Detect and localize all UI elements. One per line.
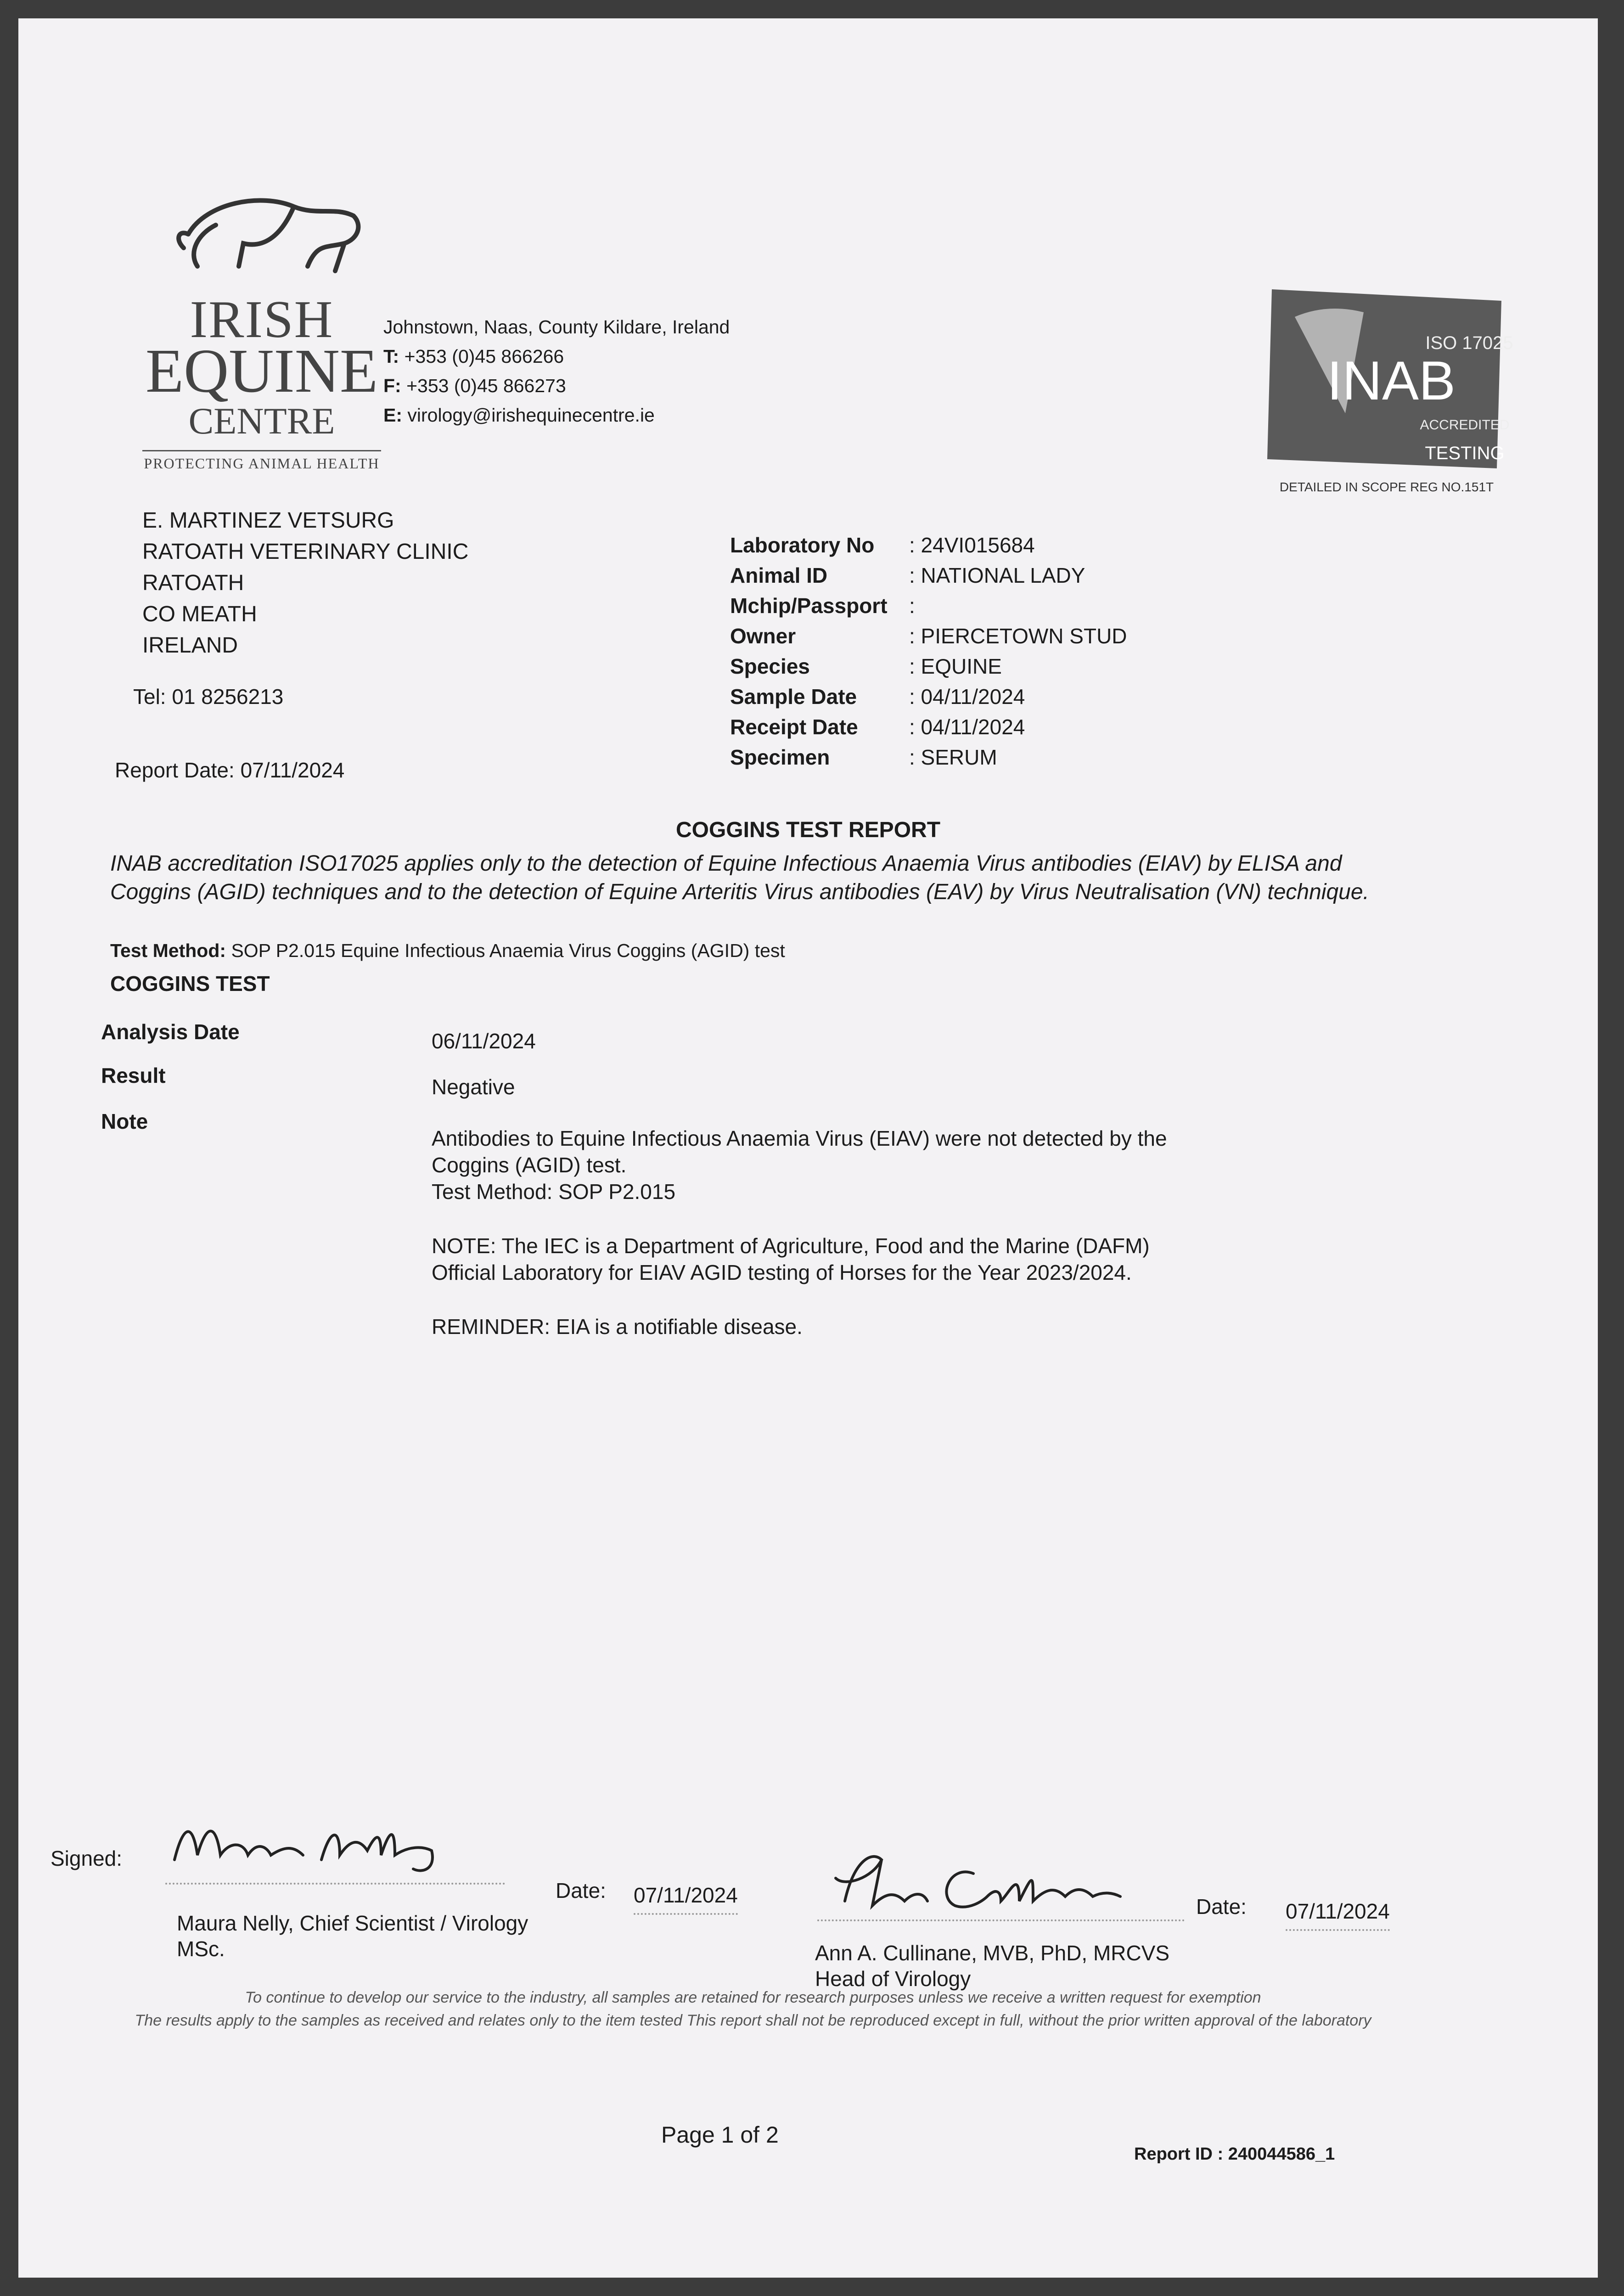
info-row: Mchip/Passport : — [730, 594, 915, 618]
horse-icon — [142, 174, 381, 289]
inab-iso-text: ISO 17025 — [1425, 333, 1513, 353]
signed-label: Signed: — [51, 1846, 123, 1870]
recipient-county: CO MEATH — [142, 602, 257, 626]
email-line: E: virology@irishequinecentre.ie — [383, 405, 655, 426]
info-row: Laboratory No : 24VI015684 — [730, 533, 1035, 557]
recipient-address — [142, 505, 468, 661]
inab-accredited-text: ACCREDITED — [1420, 417, 1510, 433]
logo-text-equine: EQUINE — [145, 337, 378, 405]
note-label: Note — [101, 1109, 148, 1133]
date-value-1: 07/11/2024 — [634, 1883, 738, 1915]
info-row: Owner : PIERCETOWN STUD — [730, 624, 1127, 648]
recipient-tel: Tel: 01 8256213 — [133, 685, 284, 709]
logo-text-irish: IRISH — [190, 290, 334, 349]
signer-2-name: Ann A. Cullinane, MVB, PhD, MRCVS — [815, 1941, 1170, 1965]
report-id: Report ID : 240044586_1 — [1134, 2144, 1335, 2164]
recipient-town: RATOATH — [142, 571, 244, 595]
note-method: Test Method: SOP P2.015 — [432, 1180, 676, 1204]
report-title: COGGINS TEST REPORT — [675, 818, 941, 842]
signer-2-title: Head of Virology — [815, 1967, 971, 1991]
info-row: Sample Date : 04/11/2024 — [730, 685, 1025, 709]
document-page — [18, 18, 1598, 2278]
irish-equine-centre-logo — [142, 174, 381, 487]
inab-testing-text: TESTING — [1425, 443, 1505, 463]
note-dafm: NOTE: The IEC is a Department of Agriculture, Food and the Marine (DAFM) Official Laboratory for EIAV AGID testing of Horses for the Year 2023/2024. — [432, 1234, 1150, 1284]
lab-address: Johnstown, Naas, County Kildare, Ireland — [383, 316, 730, 338]
section-heading: COGGINS TEST — [110, 972, 270, 996]
inab-scope-text: DETAILED IN SCOPE REG NO.151T — [1279, 480, 1494, 494]
info-row: Animal ID : NATIONAL LADY — [730, 563, 1085, 587]
recipient-name: E. MARTINEZ VETSURG — [142, 508, 394, 533]
fax-line: F: +353 (0)45 866273 — [383, 375, 566, 396]
page-number: Page 1 of 2 — [661, 2122, 779, 2148]
test-method: Test Method: SOP P2.015 Equine Infectious Anaemia Virus Coggins (AGID) test — [110, 940, 785, 961]
signer-1-degree: MSc. — [177, 1937, 225, 1961]
sample-info-table — [730, 533, 1127, 775]
date-label-2: Date: — [1196, 1895, 1247, 1919]
signer-1 — [177, 1910, 528, 1962]
phone-line: T: +353 (0)45 866266 — [383, 346, 564, 367]
analysis-date-value: 06/11/2024 — [432, 1029, 536, 1053]
info-row: Species : EQUINE — [730, 654, 1002, 678]
report-date: Report Date: 07/11/2024 — [115, 758, 345, 782]
info-row: Specimen : SERUM — [730, 745, 997, 769]
inab-accreditation-badge — [1258, 276, 1515, 505]
note-reminder: REMINDER: EIA is a notifiable disease. — [432, 1315, 803, 1339]
contact-block — [383, 312, 730, 430]
note-block — [432, 1125, 1212, 1367]
signature-ann-cullinane — [817, 1832, 1185, 1921]
logo-text-centre: CENTRE — [188, 400, 335, 442]
note-eiav: Antibodies to Equine Infectious Anaemia Virus (EIAV) were not detected by the Coggins (AGID) test. — [432, 1126, 1167, 1177]
analysis-date-label: Analysis Date — [101, 1020, 240, 1044]
signature-maura-nelly — [165, 1805, 505, 1885]
disclaimer-line-2: The results apply to the samples as received and relates only to the item tested This report shall not be reproduced except in full, without the prior written approval of the laboratory — [135, 2012, 1371, 2029]
inab-name-text: INAB — [1326, 350, 1456, 411]
result-value: Negative — [432, 1075, 515, 1099]
date-label-1: Date: — [556, 1879, 606, 1902]
signer-1-name: Maura Nelly, Chief Scientist / Virology — [177, 1911, 528, 1935]
signer-2 — [815, 1940, 1169, 1992]
date-value-2: 07/11/2024 — [1286, 1899, 1390, 1931]
logo-tagline: PROTECTING ANIMAL HEALTH — [142, 450, 381, 472]
accreditation-statement: INAB accreditation ISO17025 applies only to the detection of Equine Infectious Anaemia Virus antibodies (EIAV) by ELISA and Coggins (AGID) techniques and to the detection of Equine Arteritis Virus antibodies (EAV) by Virus Neutralisation (VN) technique. — [110, 851, 1369, 904]
recipient-clinic: RATOATH VETERINARY CLINIC — [142, 540, 469, 564]
disclaimer-line-1: To continue to develop our service to the industry, all samples are retained for research purposes unless we receive a written request for exemption — [245, 1989, 1261, 2006]
info-row: Receipt Date : 04/11/2024 — [730, 715, 1025, 739]
result-label: Result — [101, 1064, 166, 1087]
recipient-country: IRELAND — [142, 633, 238, 658]
footer-disclaimer — [133, 1986, 1373, 2032]
